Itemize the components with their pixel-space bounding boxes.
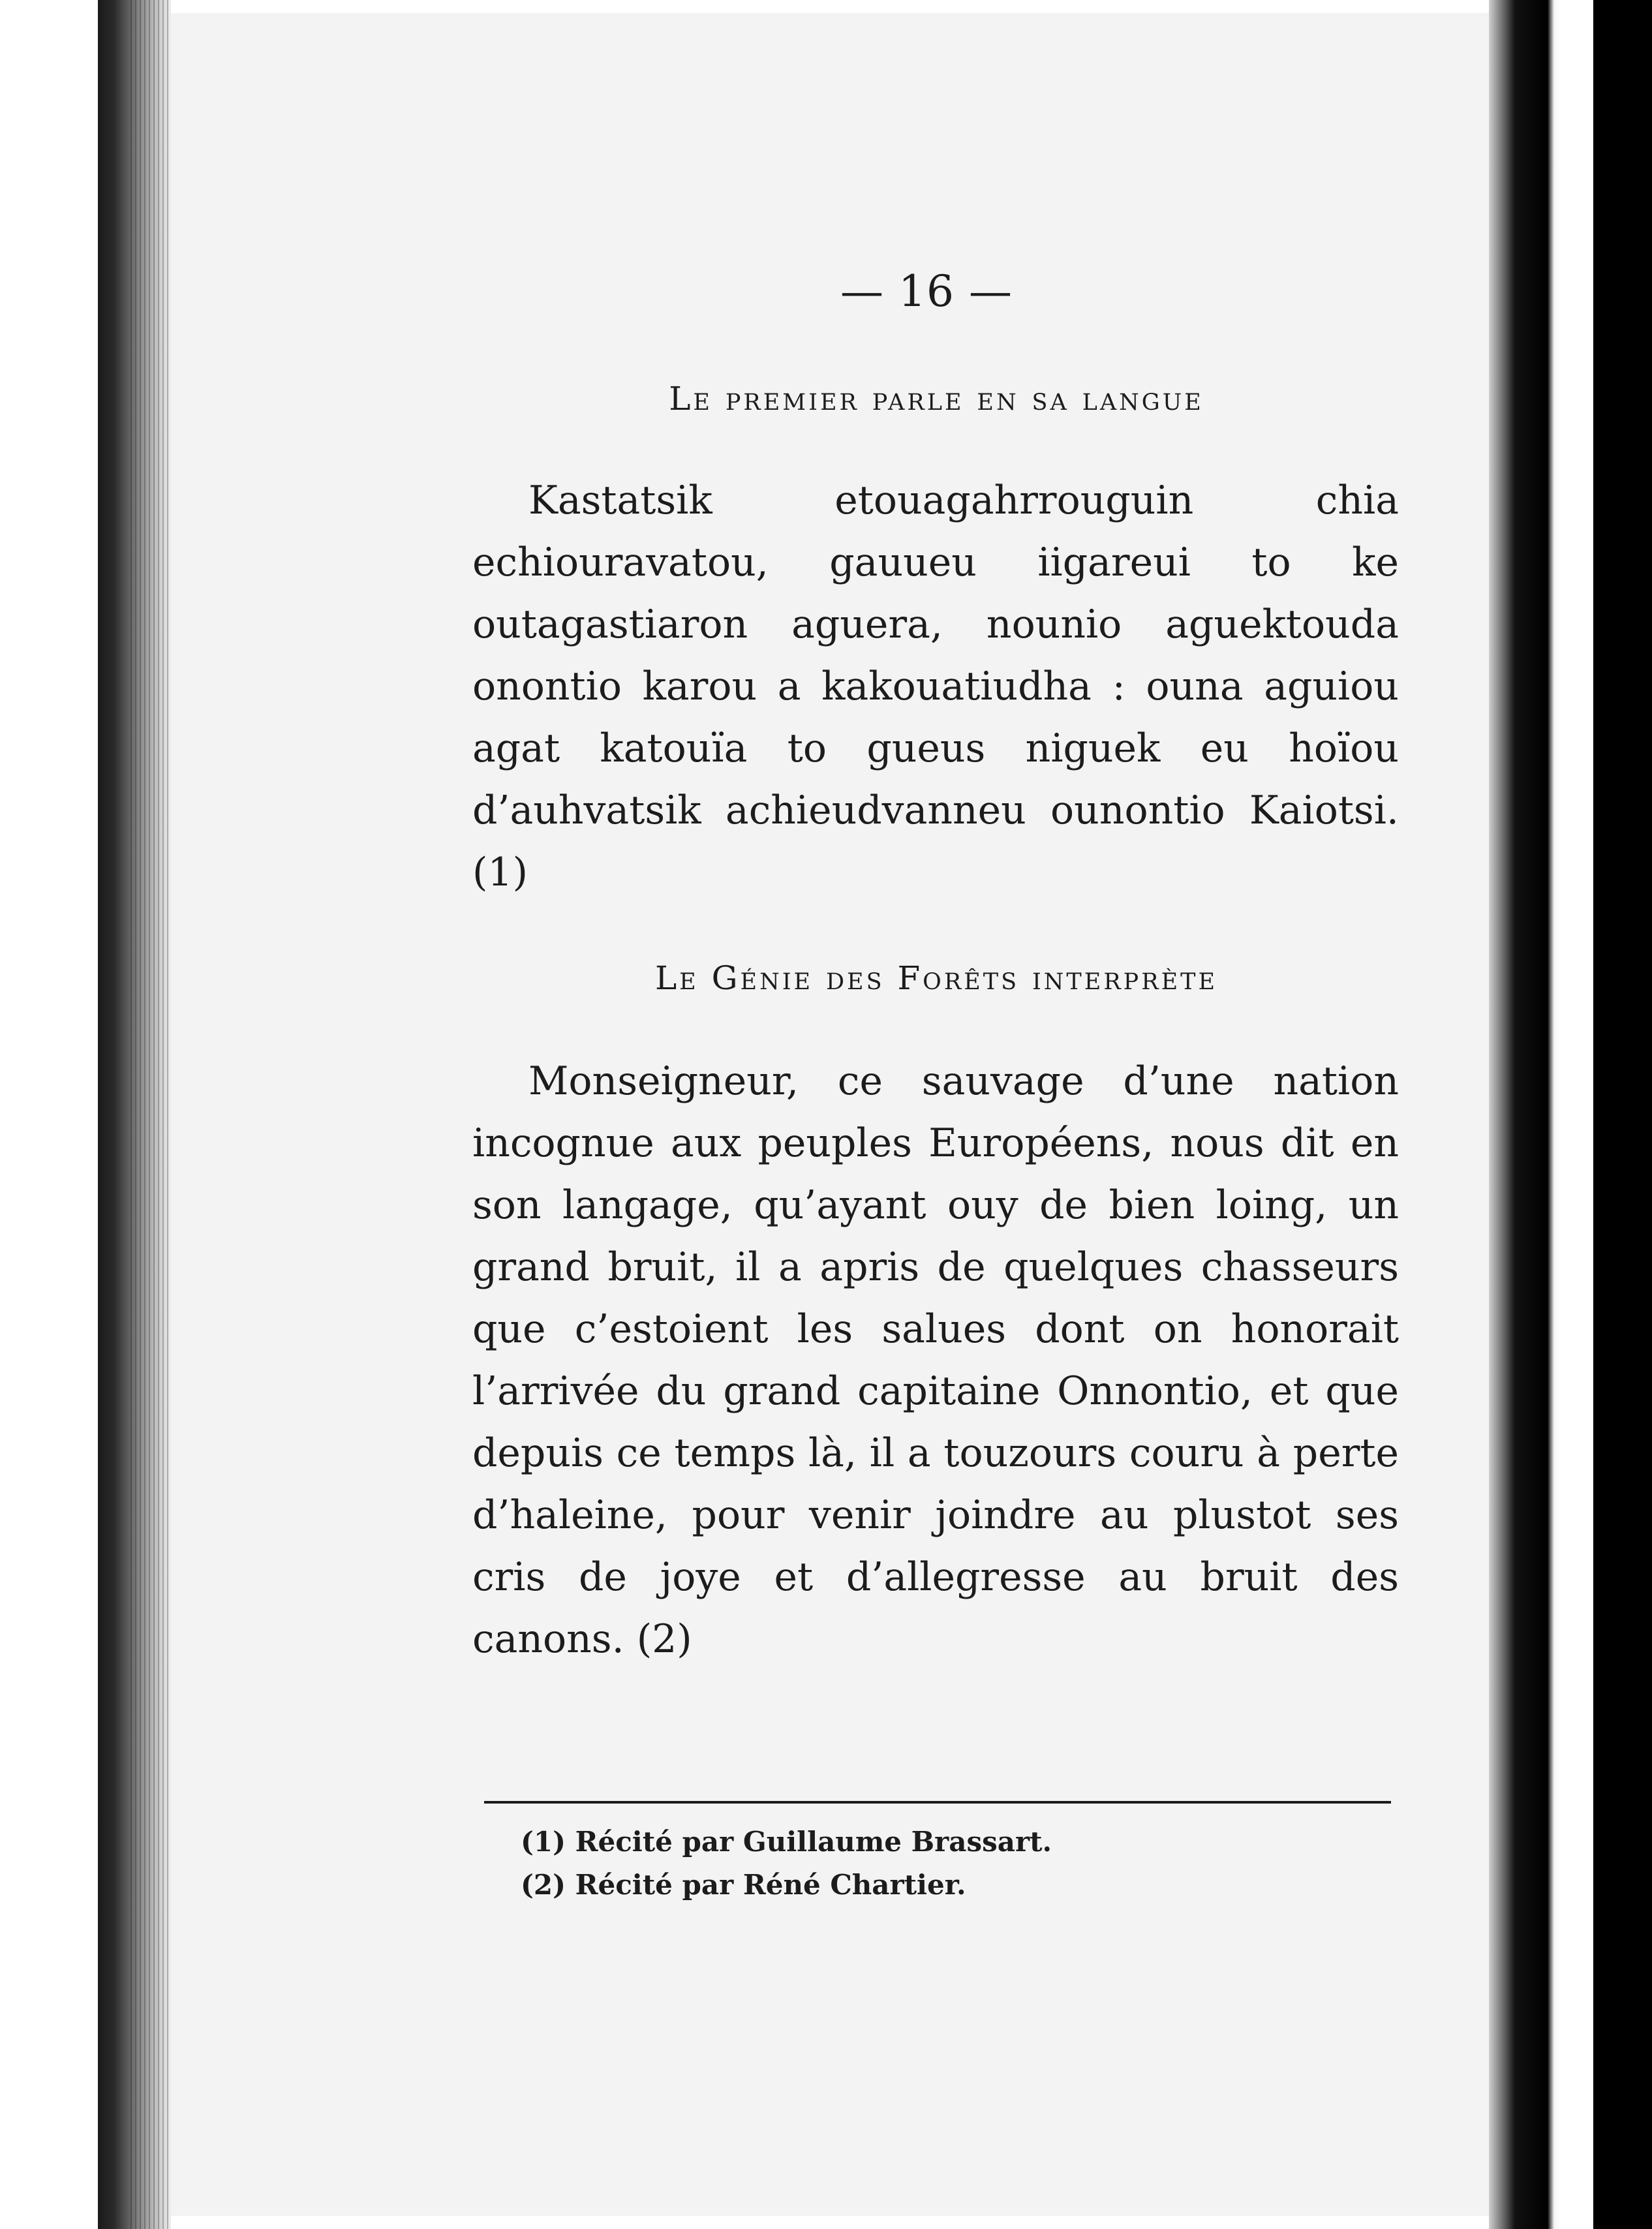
footnotes: [521, 1821, 1369, 1907]
right-page-border: [1489, 0, 1652, 2229]
section-heading-1: Le premier parle en sa langue: [669, 380, 1204, 418]
paragraph-1: Kastatsik etouagahrrouguin chia echiouravatou, gauueu iigareui to ke outagastiaron aguera, nounio aguektouda onontio karou a kakouatiudha : ouna aguiou agat katouïa to gueus niguek eu hoïou d’auhvatsik achieudvanneu ounontio Kaiotsi. (1): [472, 478, 1399, 895]
page-number: — 16 —: [840, 266, 1013, 316]
footnote-1: (1) Récité par Guillaume Brassart.: [521, 1826, 1052, 1858]
footnote-rule: [484, 1801, 1391, 1804]
footnote-2: (2) Récité par Réné Chartier.: [521, 1869, 966, 1901]
page-edges: [130, 0, 171, 2229]
section-heading-2: Le Génie des Forêts interprète: [654, 959, 1218, 997]
paragraph-2: Monseigneur, ce sauvage d’une nation incognue aux peuples Européens, nous dit en son langage, qu’ayant ouy de bien loing, un grand bruit, il a apris de quelques chasseurs que c’estoient les salues dont on honorait l’arrivée du grand capitaine Onnontio, et que depuis ce temps là, il a touzours couru à perte d’haleine, pour venir joindre au plustot ses cris de joye et d’allegresse au bruit des canons. (2): [472, 1058, 1399, 1662]
